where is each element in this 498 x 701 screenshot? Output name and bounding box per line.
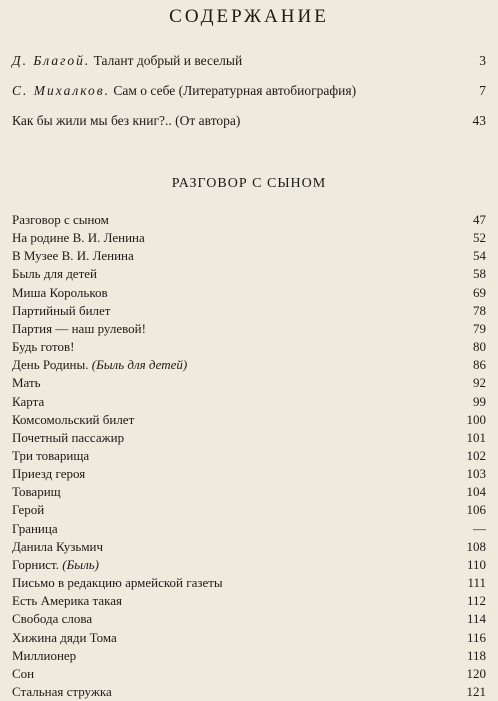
toc-entry: [12, 484, 486, 501]
toc-entry: [12, 339, 486, 356]
toc-page: 121: [466, 684, 486, 699]
toc-entry: [12, 684, 486, 701]
toc-entry: [12, 502, 486, 519]
toc-title: Письмо в редакцию армейской газеты: [12, 575, 223, 591]
toc-entry: [12, 575, 486, 592]
toc-title: Стальная стружка: [12, 684, 112, 699]
toc-title: Сон: [12, 665, 35, 681]
intro-title: Как бы жили мы без книг?.. (От автора): [12, 113, 241, 128]
toc-entry: [12, 212, 486, 229]
toc-page: 100: [466, 411, 486, 427]
toc-page: 112: [466, 593, 486, 609]
toc-page: 78: [473, 302, 486, 318]
toc-title: Три товарища: [12, 448, 90, 463]
toc-page: 54: [473, 248, 486, 264]
toc-title: Партийный билет: [12, 302, 111, 318]
toc-entry: [12, 666, 486, 683]
toc-page: 103: [466, 466, 486, 482]
intro-title: Талант добрый и веселый: [93, 53, 243, 68]
toc-entry: [12, 394, 486, 411]
toc-entry: [12, 412, 486, 429]
toc-page: 118: [466, 647, 486, 663]
toc-note: (Быль для детей): [91, 357, 188, 373]
toc-title: Данила Кузьмич: [12, 538, 104, 554]
toc-entry: [12, 521, 486, 538]
toc-entry: [12, 321, 486, 338]
toc-title: Комсомольский билет: [12, 411, 135, 427]
toc-page: 111: [467, 575, 486, 591]
toc-title: Быль для детей: [12, 266, 97, 282]
toc-entry: [12, 285, 486, 302]
toc-entry: [12, 430, 486, 447]
intro-entry: [12, 113, 486, 129]
toc-page: 52: [473, 230, 486, 246]
toc-title: Горнист.: [12, 556, 60, 572]
intro-author: С. Михалков.: [12, 83, 110, 98]
toc-page: 110: [466, 556, 486, 572]
toc-entry: [12, 303, 486, 320]
toc-page: —: [473, 520, 486, 536]
toc-entry: [12, 648, 486, 665]
toc-title: Миллионер: [12, 647, 77, 663]
toc-page: 69: [473, 284, 486, 300]
toc-title: Разговор с сыном: [12, 212, 109, 227]
toc-title: Почетный пассажир: [12, 429, 125, 445]
toc-note: (Быль): [62, 556, 99, 572]
toc-page: 104: [466, 484, 486, 500]
toc-page: 58: [473, 266, 486, 282]
toc-entry: [12, 466, 486, 483]
toc-entry: [12, 266, 486, 283]
toc-page: 101: [466, 429, 486, 445]
toc-title: В Музее В. И. Ленина: [12, 248, 134, 264]
intro-page: 3: [479, 53, 486, 68]
toc-entry: [12, 448, 486, 465]
toc-title: На родине В. И. Ленина: [12, 230, 145, 246]
toc-entry: [12, 557, 486, 574]
page-title: СОДЕРЖАНИЕ: [169, 6, 329, 27]
toc-entry: [12, 539, 486, 556]
toc-title: Свобода слова: [12, 611, 93, 627]
toc-page: 114: [466, 611, 486, 627]
toc-entry: [12, 593, 486, 610]
intro-author: Д. Благой.: [12, 53, 91, 68]
intro-page: 43: [472, 113, 486, 128]
toc-title: Миша Корольков: [12, 284, 108, 300]
toc-page: 106: [466, 502, 486, 518]
toc-page: 116: [466, 629, 486, 645]
toc-title: Товарищ: [12, 484, 61, 500]
toc-title: Есть Америка такая: [12, 593, 123, 609]
toc-title: Хижина дяди Тома: [12, 629, 117, 645]
toc-title: Будь готов!: [12, 339, 75, 355]
intro-page: 7: [479, 83, 486, 98]
toc-page: 108: [466, 538, 486, 554]
toc-entry: [12, 375, 486, 392]
toc-page: 120: [466, 665, 486, 681]
toc-entry: [12, 630, 486, 647]
toc-title: Партия — наш рулевой!: [12, 320, 146, 336]
toc-title: Граница: [12, 520, 58, 536]
toc-title: Карта: [12, 393, 45, 409]
toc-page: 79: [473, 320, 486, 336]
toc-page: 99: [473, 393, 486, 409]
toc-title: День Родины.: [12, 357, 89, 373]
toc-page: 86: [473, 357, 486, 373]
toc-page: 92: [473, 375, 486, 391]
toc-entry: [12, 357, 486, 374]
intro-entry: [12, 53, 486, 69]
toc-title: Приезд героя: [12, 466, 86, 482]
toc-entry: [12, 611, 486, 628]
intro-title: Сам о себе (Литературная автобиография): [113, 83, 357, 98]
intro-entry: [12, 83, 486, 99]
section-title: РАЗГОВОР С СЫНОМ: [171, 176, 327, 191]
toc-page: 47: [473, 212, 486, 227]
toc-page: 80: [473, 339, 486, 355]
toc-entry: [12, 248, 486, 265]
toc-title: Мать: [12, 375, 41, 391]
toc-entry: [12, 230, 486, 247]
toc-title: Герой: [12, 502, 45, 518]
toc-page: 102: [466, 448, 486, 463]
